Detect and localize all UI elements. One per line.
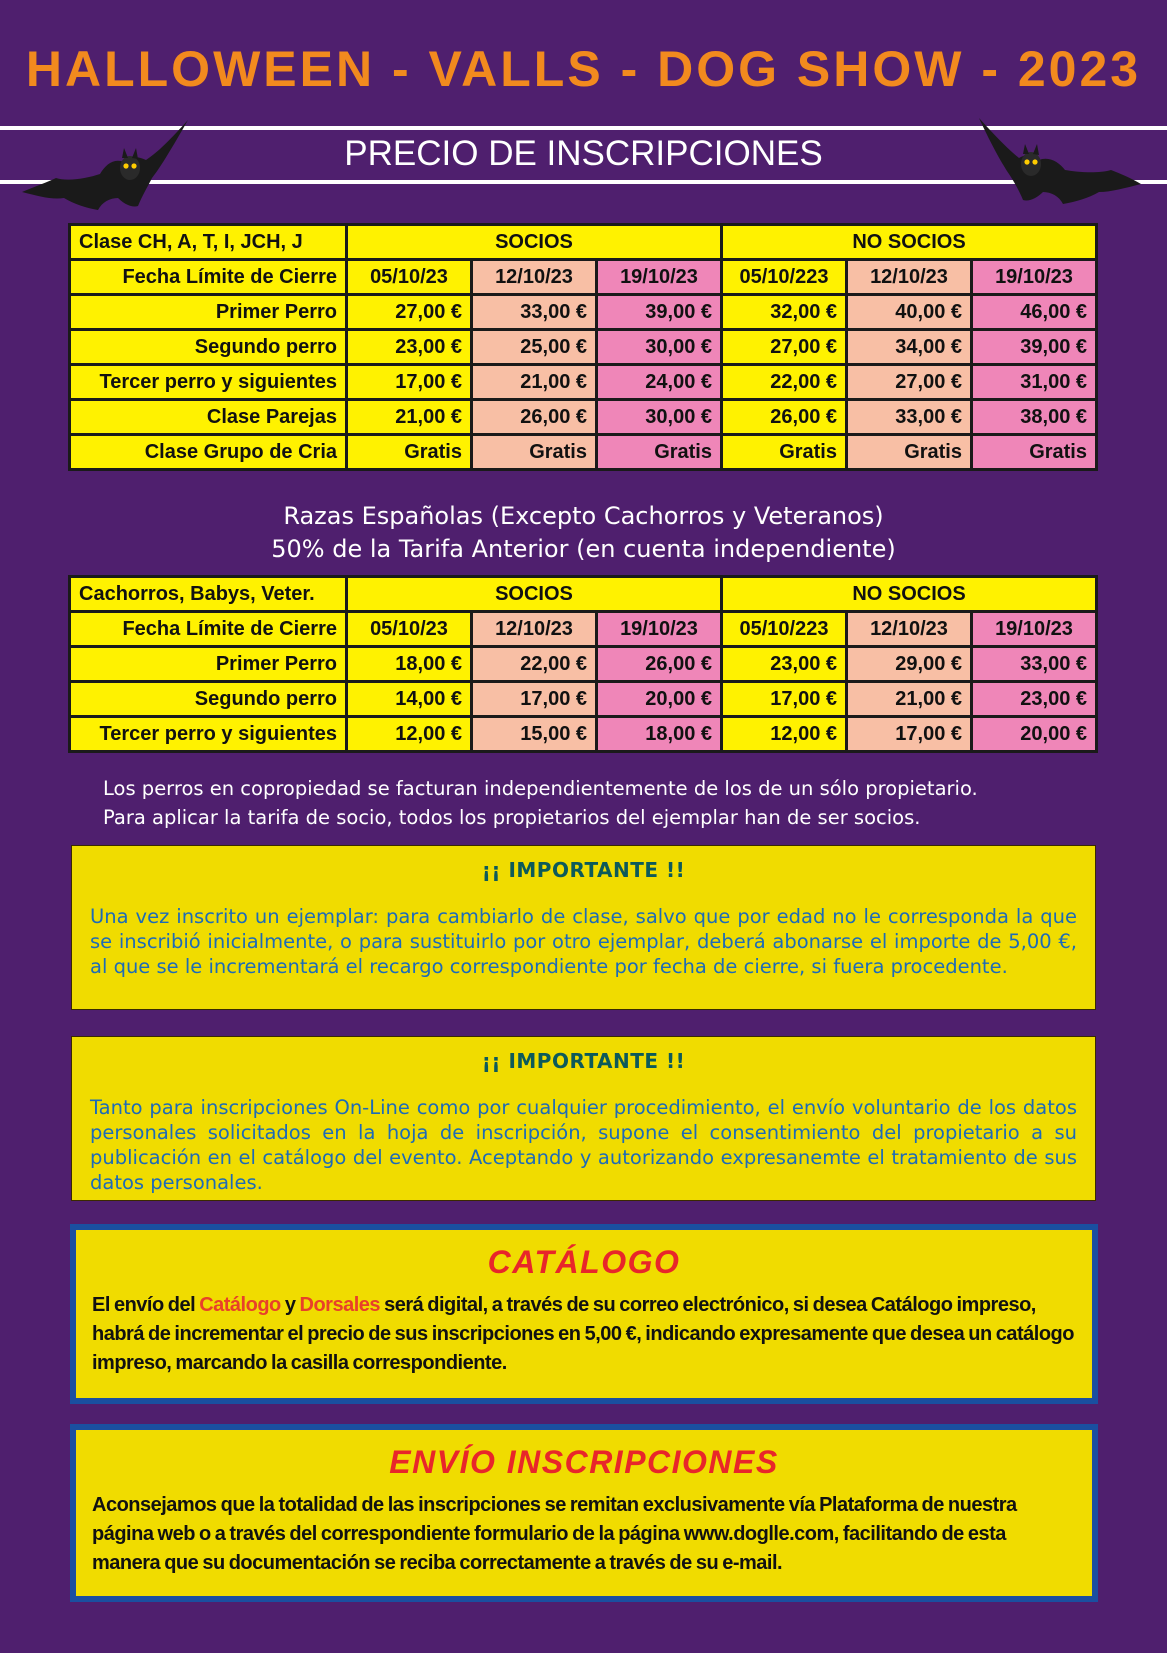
price-cell: 20,00 €	[972, 717, 1097, 752]
deadline-date: 19/10/23	[597, 260, 722, 295]
deadline-date: 05/10/223	[722, 260, 847, 295]
bat-left-icon	[18, 112, 193, 217]
price-cell: 22,00 €	[722, 365, 847, 400]
price-cell: 18,00 €	[347, 647, 472, 682]
bat-right-icon	[975, 112, 1145, 212]
price-cell: 33,00 €	[972, 647, 1097, 682]
class-group-label: Cachorros, Babys, Veter.	[70, 577, 347, 612]
table-header-row	[70, 225, 1097, 260]
price-cell: 30,00 €	[597, 330, 722, 365]
catalogo-title: CATÁLOGO	[487, 1244, 681, 1280]
price-cell: 17,00 €	[847, 717, 972, 752]
deadline-date: 12/10/23	[847, 612, 972, 647]
price-cell: 39,00 €	[972, 330, 1097, 365]
price-cell: 21,00 €	[347, 400, 472, 435]
price-cell: 33,00 €	[847, 400, 972, 435]
price-cell: 26,00 €	[472, 400, 597, 435]
price-cell: 26,00 €	[597, 647, 722, 682]
price-cell: 20,00 €	[597, 682, 722, 717]
row-label: Segundo perro	[70, 682, 347, 717]
dorsales-highlight: Dorsales	[299, 1294, 381, 1316]
table-row	[70, 647, 1097, 682]
price-cell: 12,00 €	[347, 717, 472, 752]
row-label: Clase Parejas	[70, 400, 347, 435]
price-cell: Gratis	[722, 435, 847, 470]
price-cell: 23,00 €	[347, 330, 472, 365]
catalogo-highlight: Catálogo	[199, 1294, 281, 1316]
row-label: Tercer perro y siguientes	[70, 717, 347, 752]
price-table-puppies	[68, 575, 1098, 753]
table-header-row	[70, 577, 1097, 612]
price-cell: Gratis	[847, 435, 972, 470]
price-cell: 17,00 €	[347, 365, 472, 400]
price-cell: 32,00 €	[722, 295, 847, 330]
row-label: Clase Grupo de Cria	[70, 435, 347, 470]
deadline-row	[70, 612, 1097, 647]
footnote-line: Los perros en copropiedad se facturan independientemente de los de un sólo propietario.	[103, 777, 978, 800]
footnote-line: Para aplicar la tarifa de socio, todos los propietarios del ejemplar han de ser socios.	[103, 806, 921, 829]
price-cell: 27,00 €	[347, 295, 472, 330]
price-cell: 29,00 €	[847, 647, 972, 682]
price-cell: 30,00 €	[597, 400, 722, 435]
catalogo-body-text: y	[280, 1294, 300, 1316]
price-cell: 18,00 €	[597, 717, 722, 752]
deadline-date: 05/10/23	[347, 260, 472, 295]
page-title: HALLOWEEN - VALLS - DOG SHOW - 2023	[25, 41, 1142, 97]
price-cell: 38,00 €	[972, 400, 1097, 435]
price-cell: Gratis	[347, 435, 472, 470]
deadline-date: 05/10/223	[722, 612, 847, 647]
price-cell: 14,00 €	[347, 682, 472, 717]
important-box-data-consent	[71, 1036, 1096, 1201]
price-cell: 15,00 €	[472, 717, 597, 752]
price-cell: 39,00 €	[597, 295, 722, 330]
price-cell: 17,00 €	[722, 682, 847, 717]
price-cell: 33,00 €	[472, 295, 597, 330]
table-row	[70, 295, 1097, 330]
envio-title: ENVÍO INSCRIPCIONES	[389, 1444, 779, 1480]
deadline-row	[70, 260, 1097, 295]
price-cell: 40,00 €	[847, 295, 972, 330]
deadline-date: 19/10/23	[597, 612, 722, 647]
price-cell: 23,00 €	[972, 682, 1097, 717]
important-box-change-class	[71, 845, 1096, 1010]
table-row	[70, 435, 1097, 470]
spanish-breeds-line: Razas Españolas (Excepto Cachorros y Veteranos)	[283, 502, 884, 530]
price-cell: 26,00 €	[722, 400, 847, 435]
price-cell: 25,00 €	[472, 330, 597, 365]
deadline-label: Fecha Límite de Cierre	[70, 260, 347, 295]
price-cell: 22,00 €	[472, 647, 597, 682]
envio-inscripciones-box	[70, 1424, 1098, 1602]
co-ownership-note	[103, 774, 1103, 832]
catalogo-body-text: será digital, a través de su correo electrónico, si desea Catálogo impreso, habrá de incrementar el precio de sus inscripciones en 5,00 €, indicando expresamente que desea un catálogo impreso, marcando la casilla correspondiente.	[92, 1294, 1074, 1374]
no-socios-header: NO SOCIOS	[722, 225, 1097, 260]
catalogo-body	[92, 1291, 1076, 1378]
row-label: Primer Perro	[70, 295, 347, 330]
important-body: Una vez inscrito un ejemplar: para cambiarlo de clase, salvo que por edad no le corresponda la que se inscribió inicialmente, o para sustituirlo por otro ejemplar, deberá abonarse el importe de 5,00 €, al que se le incrementará el recargo correspondiente por fecha de cierre, si fuera procedente.	[90, 905, 1077, 978]
deadline-label: Fecha Límite de Cierre	[70, 612, 347, 647]
important-title: ¡¡ IMPORTANTE !!	[481, 1049, 686, 1073]
deadline-date: 12/10/23	[472, 260, 597, 295]
deadline-date: 05/10/23	[347, 612, 472, 647]
deadline-date: 12/10/23	[472, 612, 597, 647]
row-label: Segundo perro	[70, 330, 347, 365]
envio-body: Aconsejamos que la totalidad de las inscripciones se remitan exclusivamente vía Plataforma de nuestra página web o a través del correspondiente formulario de la página www.doglle.com, facilitando de esta manera que su documentación se reciba correctamente a través de su e-mail.	[92, 1494, 1017, 1574]
table-row	[70, 717, 1097, 752]
price-cell: Gratis	[472, 435, 597, 470]
page-subtitle: PRECIO DE INSCRIPCIONES	[344, 134, 823, 173]
price-cell: 12,00 €	[722, 717, 847, 752]
price-cell: Gratis	[597, 435, 722, 470]
table-row	[70, 365, 1097, 400]
table-row	[70, 400, 1097, 435]
deadline-date: 19/10/23	[972, 612, 1097, 647]
class-group-label: Clase CH, A, T, I, JCH, J	[70, 225, 347, 260]
table-row	[70, 682, 1097, 717]
socios-header: SOCIOS	[347, 225, 722, 260]
price-cell: 17,00 €	[472, 682, 597, 717]
price-cell: 24,00 €	[597, 365, 722, 400]
price-cell: 27,00 €	[847, 365, 972, 400]
price-table-adult	[68, 223, 1098, 471]
price-cell: 27,00 €	[722, 330, 847, 365]
price-cell: 21,00 €	[472, 365, 597, 400]
table-row	[70, 330, 1097, 365]
spanish-breeds-line: 50% de la Tarifa Anterior (en cuenta independiente)	[271, 535, 896, 563]
row-label: Tercer perro y siguientes	[70, 365, 347, 400]
important-title: ¡¡ IMPORTANTE !!	[481, 858, 686, 882]
price-cell: Gratis	[972, 435, 1097, 470]
row-label: Primer Perro	[70, 647, 347, 682]
no-socios-header: NO SOCIOS	[722, 577, 1097, 612]
price-cell: 31,00 €	[972, 365, 1097, 400]
spanish-breeds-note	[0, 500, 1167, 566]
price-cell: 21,00 €	[847, 682, 972, 717]
catalogo-body-text: El envío del	[92, 1294, 200, 1316]
deadline-date: 12/10/23	[847, 260, 972, 295]
important-body: Tanto para inscripciones On-Line como por cualquier procedimiento, el envío voluntario de los datos personales solicitados en la hoja de inscripción, supone el consentimiento del propietario a su publicación en el catálogo del evento. Aceptando y autorizando expresanemte el tratamiento de sus datos personales.	[90, 1096, 1077, 1194]
socios-header: SOCIOS	[347, 577, 722, 612]
price-cell: 34,00 €	[847, 330, 972, 365]
deadline-date: 19/10/23	[972, 260, 1097, 295]
price-cell: 46,00 €	[972, 295, 1097, 330]
price-cell: 23,00 €	[722, 647, 847, 682]
catalogo-box	[70, 1224, 1098, 1404]
